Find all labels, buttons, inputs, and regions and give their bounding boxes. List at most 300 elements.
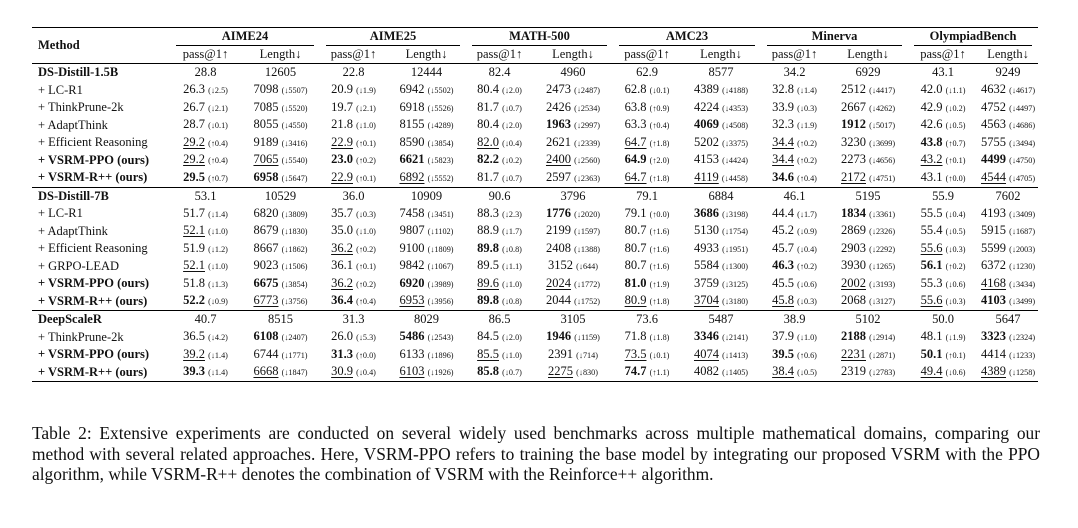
pass-at-1-cell [320,82,387,100]
length-cell [387,169,466,187]
cell-value: 43.1 [932,65,954,80]
cell-value: 1834 [841,205,866,220]
pass-at-1-cell [908,311,978,329]
cell-delta: (↓0.5) [797,368,817,378]
table-row [32,258,1038,276]
cell-value: 50.1 [920,346,943,361]
pass-at-1-cell [320,293,387,311]
pass-at-1-cell [170,82,241,100]
length-cell [828,329,908,347]
cell-delta: (↓1.0) [356,227,376,237]
cell-delta: (↑0.0) [356,350,376,360]
cell-value: 51.9 [183,240,205,255]
cell-value: 71.8 [624,329,647,344]
cell-delta: (↓2.3) [502,209,522,219]
cell-delta: (↓3375) [722,138,749,148]
pass-at-1-cell [613,275,681,293]
length-cell [681,187,761,205]
cell-value: 48.1 [920,329,943,344]
cell-delta: (↑2.0) [649,156,670,166]
cell-delta: (↑0.7) [945,138,966,148]
cell-value: 7458 [399,205,425,220]
cell-delta: (↓3809) [281,209,308,219]
table-row [32,152,1038,170]
cell-value: 2869 [841,223,866,238]
cell-value: 29.2 [183,152,205,167]
cell-value: 4752 [981,99,1007,114]
cell-delta: (↑0.4) [797,173,817,183]
metric-header: pass@1↑ [613,46,681,64]
pass-at-1-cell [320,134,387,152]
cell-value: 8055 [253,117,279,132]
cell-delta: (↓2.5) [208,86,228,96]
length-cell [241,187,320,205]
pass-at-1-cell [613,152,681,170]
cell-delta: (↓2141) [722,333,749,343]
cell-value: 84.5 [477,329,499,344]
method-header: Method [32,28,170,64]
method-name: DS-Distill-7B [38,188,109,203]
table-row [32,99,1038,117]
cell-value: 52.2 [183,293,205,308]
length-cell [387,187,466,205]
cell-value: 36.0 [342,188,365,203]
pass-at-1-cell [908,82,978,100]
cell-value: 9842 [399,258,425,273]
length-cell [681,329,761,347]
cell-delta: (↓4705) [1009,173,1036,183]
length-cell [241,99,320,117]
length-cell [978,329,1038,347]
pass-at-1-cell [320,258,387,276]
cell-value: 22.8 [342,65,365,80]
cell-value: 26.3 [183,82,205,97]
cell-value: 28.8 [194,65,217,80]
length-cell [828,346,908,364]
method-name: + ThinkPrune-2k [38,100,124,115]
cell-delta: (↓5.3) [356,333,376,343]
length-cell [828,311,908,329]
cell-value: 2903 [841,240,866,255]
cell-delta: (↓5507) [281,86,308,96]
metric-header: pass@1↑ [761,46,828,64]
length-cell [533,117,613,135]
cell-delta: (↓3756) [281,297,308,307]
cell-value: 82.4 [488,65,511,80]
cell-delta: (↓1405) [722,368,749,378]
length-cell [978,82,1038,100]
length-cell [241,64,320,82]
cell-value: 51.8 [183,275,205,290]
length-cell [681,258,761,276]
length-cell [978,346,1038,364]
pass-at-1-cell [466,99,533,117]
cell-delta: (↓1847) [281,368,308,378]
cell-value: 64.7 [624,169,647,184]
cell-value: 8590 [399,134,425,149]
cell-delta: (↓2407) [281,333,308,343]
length-cell [533,293,613,311]
cell-value: 4074 [693,346,719,361]
cell-value: 55.5 [920,205,943,220]
cell-value: 55.3 [920,275,943,290]
pass-at-1-cell [170,187,241,205]
cell-value: 4632 [981,82,1007,97]
pass-at-1-cell [761,364,828,382]
cell-delta: (↓1951) [722,244,749,254]
cell-delta: (↓1.0) [502,350,522,360]
cell-value: 53.1 [194,188,217,203]
cell-delta: (↓1862) [281,244,308,254]
pass-at-1-cell [320,169,387,187]
cell-value: 4069 [693,117,719,132]
method-name: + GRPO-LEAD [38,258,120,273]
table-row [32,134,1038,152]
method-name: DS-Distill-1.5B [38,65,119,80]
pass-at-1-cell [466,187,533,205]
pass-at-1-cell [320,311,387,329]
cell-delta: (↓1.8) [649,333,670,343]
length-cell [533,134,613,152]
cell-value: 6621 [399,152,425,167]
cell-value: 21.8 [331,117,353,132]
pass-at-1-cell [170,99,241,117]
cell-delta: (↑0.2) [797,156,817,166]
cell-delta: (↓0.6) [945,368,966,378]
length-cell [533,275,613,293]
cell-value: 7098 [253,82,279,97]
pass-at-1-cell [170,275,241,293]
cell-value: 32.8 [772,82,794,97]
length-cell [387,134,466,152]
cell-value: 44.4 [772,205,794,220]
cell-value: 8577 [708,65,734,80]
cell-value: 6918 [399,99,425,114]
benchmark-header: AMC23 [613,28,761,46]
cell-value: 79.1 [624,205,647,220]
cell-value: 4224 [693,99,719,114]
cell-value: 36.1 [331,258,353,273]
length-cell [828,64,908,82]
length-cell [978,169,1038,187]
length-cell [681,364,761,382]
length-cell [978,311,1038,329]
length-cell [978,99,1038,117]
length-cell [828,82,908,100]
method-name: + VSRM-R++ (ours) [32,364,170,382]
cell-value: 39.5 [772,346,794,361]
table-row [32,223,1038,241]
cell-delta: (↓1.0) [208,227,228,237]
cell-value: 29.2 [183,134,205,149]
length-cell [681,240,761,258]
cell-value: 73.6 [636,312,658,327]
length-cell [828,134,908,152]
pass-at-1-cell [613,293,681,311]
length-cell [828,152,908,170]
length-cell [533,346,613,364]
cell-value: 89.6 [477,275,499,290]
cell-value: 12444 [410,65,443,80]
cell-delta: (↓0.7) [502,173,522,183]
cell-value: 5195 [855,188,881,203]
length-cell [681,64,761,82]
cell-delta: (↑0.1) [356,262,376,272]
cell-delta: (↓0.1) [649,86,670,96]
cell-delta: (↓3125) [722,279,749,289]
cell-value: 8515 [268,312,293,327]
length-cell [978,223,1038,241]
cell-delta: (↓1265) [869,262,896,272]
pass-at-1-cell [170,258,241,276]
cell-delta: (↓1.7) [797,209,817,219]
length-cell [387,311,466,329]
cell-delta: (↓3198) [722,209,749,219]
cell-delta: (↓0.3) [356,209,376,219]
cell-value: 33.9 [772,99,794,114]
cell-value: 4153 [693,152,719,167]
cell-delta: (↓1.4) [208,368,228,378]
cell-value: 36.4 [331,293,353,308]
cell-delta: (↓1102) [427,227,454,237]
cell-delta: (↓0.6) [945,279,966,289]
cell-delta: (↓5526) [427,103,454,113]
pass-at-1-cell [908,346,978,364]
pass-at-1-cell [466,258,533,276]
cell-value: 2473 [545,82,571,97]
pass-at-1-cell [466,64,533,82]
cell-delta: (↓1752) [574,297,601,307]
pass-at-1-cell [466,152,533,170]
metric-header: Length↓ [681,46,761,64]
length-cell [828,117,908,135]
cell-value: 10909 [410,188,443,203]
length-cell [387,64,466,82]
cell-value: 42.9 [920,99,943,114]
cell-delta: (↓3699) [869,138,896,148]
length-cell [241,258,320,276]
cell-delta: (↓1.7) [502,227,522,237]
cell-delta: (↑1.6) [649,244,670,254]
pass-at-1-cell [466,293,533,311]
pass-at-1-cell [908,223,978,241]
cell-delta: (↑0.1) [356,138,376,148]
cell-delta: (↓4750) [1009,156,1036,166]
pass-at-1-cell [908,205,978,223]
length-cell [681,275,761,293]
cell-delta: (↓2997) [574,121,601,131]
pass-at-1-cell [613,329,681,347]
length-cell [387,293,466,311]
benchmark-header: Minerva [761,28,908,46]
length-cell [828,205,908,223]
cell-delta: (↑0.9) [649,103,670,113]
pass-at-1-cell [613,169,681,187]
cell-delta: (↓1.0) [208,262,228,272]
cell-value: 4414 [981,346,1007,361]
cell-delta: (↓3956) [427,297,454,307]
pass-at-1-cell [320,64,387,82]
cell-delta: (↓1.0) [502,279,522,289]
cell-value: 31.3 [331,346,353,361]
cell-delta: (↓1.1) [945,86,966,96]
cell-value: 2275 [548,364,574,379]
cell-value: 6953 [399,293,425,308]
cell-delta: (↓1506) [281,262,308,272]
pass-at-1-cell [908,169,978,187]
cell-value: 3323 [981,329,1007,344]
cell-value: 19.7 [331,99,353,114]
length-cell [387,82,466,100]
cell-value: 4168 [981,275,1007,290]
cell-delta: (↑0.2) [797,138,817,148]
length-cell [978,187,1038,205]
cell-value: 2319 [841,364,866,379]
length-cell [241,205,320,223]
pass-at-1-cell [761,64,828,82]
cell-value: 64.7 [624,134,647,149]
cell-value: 2231 [841,346,866,361]
pass-at-1-cell [466,275,533,293]
pass-at-1-cell [613,117,681,135]
cell-delta: (↓3127) [869,297,896,307]
pass-at-1-cell [908,134,978,152]
cell-delta: (↑0.2) [356,244,376,254]
pass-at-1-cell [466,329,533,347]
cell-delta: (↓0.9) [208,297,228,307]
pass-at-1-cell [466,346,533,364]
cell-delta: (↓4617) [1009,86,1036,96]
length-cell [241,223,320,241]
cell-delta: (↓1413) [722,350,749,360]
method-name: + AdaptThink [38,223,108,238]
cell-delta: (↓0.1) [208,121,228,131]
cell-delta: (↓3361) [869,209,896,219]
length-cell [828,240,908,258]
cell-value: 6884 [708,188,734,203]
cell-value: 88.3 [477,205,499,220]
length-cell [533,187,613,205]
cell-delta: (↓2324) [1009,333,1036,343]
pass-at-1-cell [908,293,978,311]
cell-value: 80.4 [477,117,499,132]
cell-value: 6820 [253,205,279,220]
cell-value: 74.7 [624,364,647,379]
cell-delta: (↑0.4) [208,156,228,166]
cell-delta: (↓2326) [869,227,896,237]
cell-value: 5647 [995,312,1021,327]
cell-value: 34.6 [772,169,794,184]
method-name: + Efficient Reasoning [38,135,148,150]
cell-delta: (↓1.4) [797,86,817,96]
table-row [32,364,1038,382]
cell-value: 3686 [693,205,719,220]
pass-at-1-cell [170,169,241,187]
cell-delta: (↓2003) [1009,244,1036,254]
pass-at-1-cell [908,187,978,205]
cell-value: 45.8 [772,293,794,308]
benchmark-header: MATH-500 [466,28,613,46]
cell-delta: (↓0.5) [945,121,966,131]
cell-delta: (↓1809) [427,244,454,254]
length-cell [828,99,908,117]
metric-header: pass@1↑ [466,46,533,64]
pass-at-1-cell [613,205,681,223]
cell-delta: (↓1258) [1009,368,1036,378]
cell-delta: (↓2534) [574,103,601,113]
cell-delta: (↓4417) [869,86,896,96]
metric-header: pass@1↑ [320,46,387,64]
table-row [32,64,1038,82]
cell-delta: (↓0.4) [502,138,522,148]
pass-at-1-cell [170,117,241,135]
cell-delta: (↓2.0) [502,86,522,96]
pass-at-1-cell [466,117,533,135]
cell-delta: (↓0.6) [797,279,817,289]
pass-at-1-cell [613,99,681,117]
cell-value: 9100 [399,240,425,255]
cell-value: 29.5 [183,169,205,184]
pass-at-1-cell [761,311,828,329]
cell-delta: (↑1.1) [649,368,670,378]
cell-value: 88.9 [477,223,499,238]
cell-value: 30.9 [331,364,353,379]
cell-value: 5130 [693,223,719,238]
cell-value: 79.1 [636,188,658,203]
cell-value: 35.0 [331,223,353,238]
length-cell [681,205,761,223]
cell-value: 34.2 [783,65,806,80]
cell-value: 3704 [693,293,719,308]
cell-value: 3930 [841,258,866,273]
cell-delta: (↓5502) [427,86,454,96]
cell-delta: (↓2292) [869,244,896,254]
cell-delta: (↓2.1) [208,103,228,113]
pass-at-1-cell [908,258,978,276]
pass-at-1-cell [908,152,978,170]
cell-delta: (↓3193) [869,279,896,289]
cell-delta: (↓5647) [281,173,308,183]
pass-at-1-cell [466,82,533,100]
cell-value: 32.3 [772,117,794,132]
cell-value: 5755 [981,134,1007,149]
cell-value: 42.0 [920,82,943,97]
cell-value: 2044 [545,293,571,308]
cell-delta: (↓2.0) [502,333,522,343]
table-row [32,169,1038,187]
cell-delta: (↑1.8) [649,297,670,307]
pass-at-1-cell [613,134,681,152]
cell-value: 43.8 [920,134,943,149]
pass-at-1-cell [170,311,241,329]
cell-value: 8679 [253,223,279,238]
cell-value: 80.7 [624,240,647,255]
cell-delta: (↑0.2) [356,279,376,289]
table-row [32,293,1038,311]
cell-delta: (↓0.8) [502,297,522,307]
pass-at-1-cell [320,187,387,205]
cell-value: 6920 [399,275,425,290]
cell-delta: (↓1754) [722,227,749,237]
cell-delta: (↓4188) [722,86,749,96]
cell-delta: (↓0.4) [797,244,817,254]
pass-at-1-cell [761,99,828,117]
cell-value: 4960 [560,65,586,80]
cell-value: 9249 [995,65,1021,80]
metric-header: pass@1↑ [170,46,241,64]
length-cell [978,240,1038,258]
pass-at-1-cell [761,82,828,100]
